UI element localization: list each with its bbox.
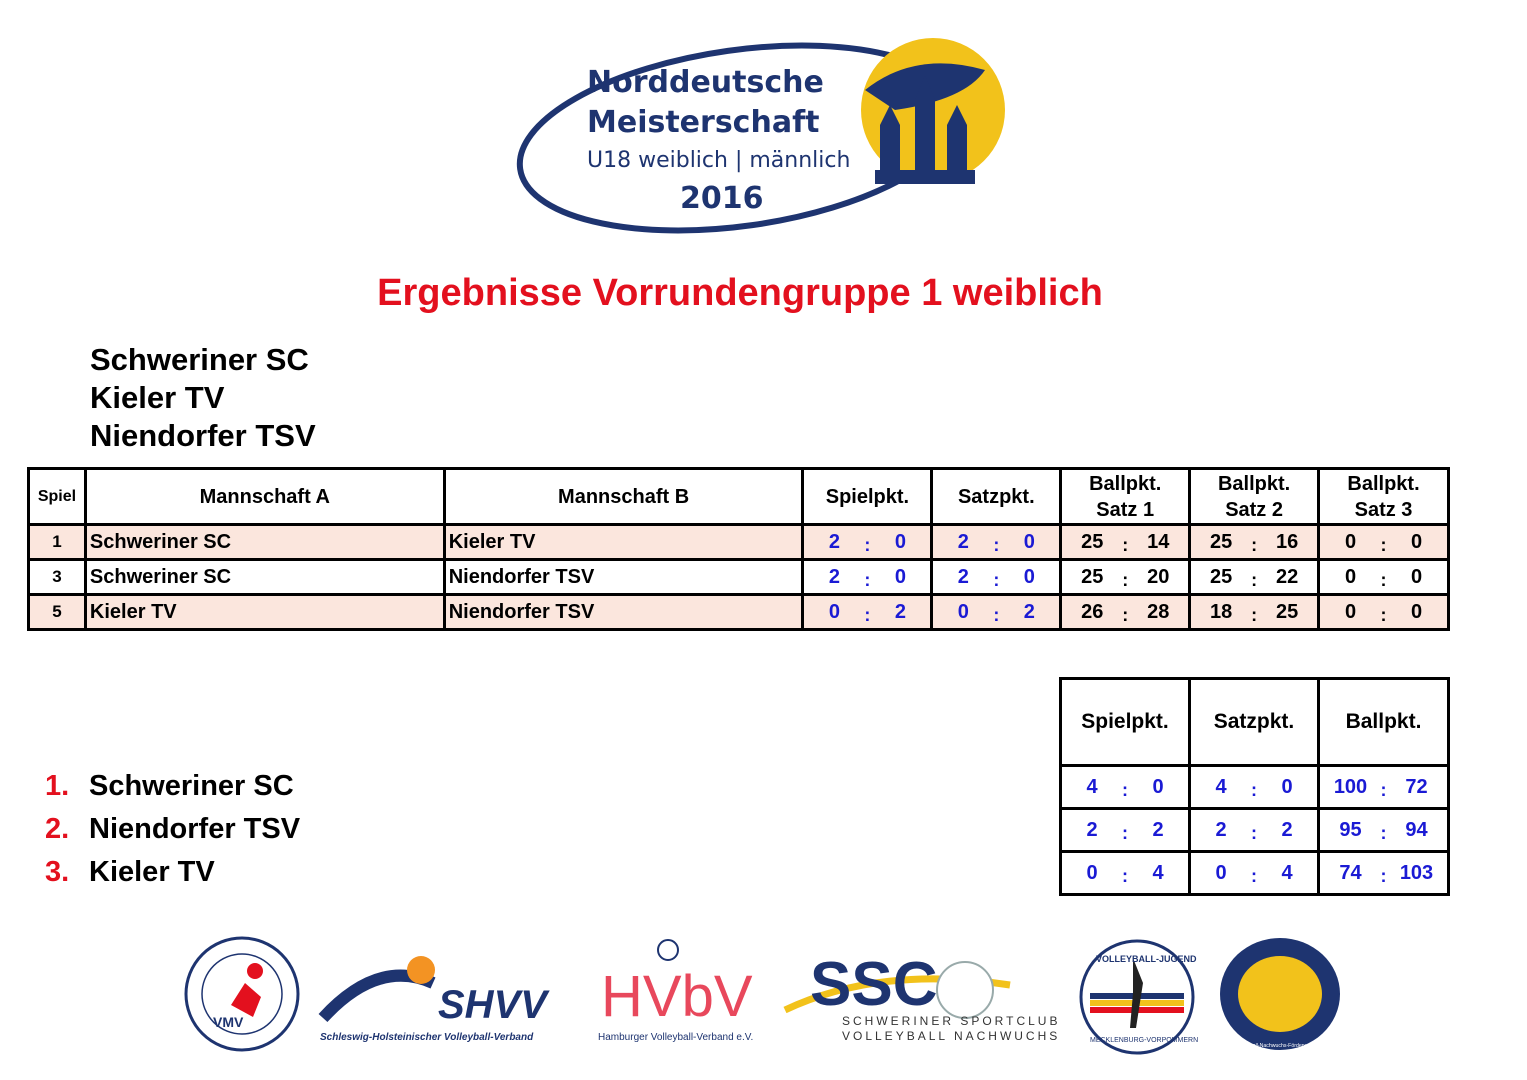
results-table xyxy=(27,467,1450,631)
ranking-item: 3. Kieler TV xyxy=(45,856,215,888)
header-ball-set-3: Ballpkt. Satz 3 xyxy=(1319,469,1449,525)
set-points: 2 : 0 xyxy=(932,525,1061,560)
svg-text:VMV: VMV xyxy=(213,1014,244,1030)
svg-text:HVbV: HVbV xyxy=(601,964,753,1029)
header-set-points: Satzpkt. xyxy=(932,469,1061,525)
ball-points-set-3: 0 : 0 xyxy=(1319,595,1449,630)
logo-line-2: Meisterschaft xyxy=(587,105,820,140)
team-a: Kieler TV xyxy=(85,595,444,630)
header-ball-set-2: Ballpkt. Satz 2 xyxy=(1190,469,1319,525)
game-number: 3 xyxy=(29,560,86,595)
ball-points: 95 : 94 xyxy=(1319,809,1449,852)
page-title: Ergebnisse Vorrundengruppe 1 weiblich xyxy=(377,272,1103,314)
team-list-item: Schweriner SC xyxy=(90,342,309,377)
team-b: Kieler TV xyxy=(444,525,803,560)
team-b: Niendorfer TSV xyxy=(444,560,803,595)
standings-header-row xyxy=(1061,679,1449,766)
game-number: 1 xyxy=(29,525,86,560)
svg-text:SSC: SSC xyxy=(810,950,938,1019)
standings-table xyxy=(1059,677,1450,896)
team-a: Schweriner SC xyxy=(85,525,444,560)
ranking-item: 2. Niendorfer TSV xyxy=(45,813,301,845)
header-game: Spiel xyxy=(29,469,86,525)
team-b: Niendorfer TSV xyxy=(444,595,803,630)
table-row xyxy=(29,595,1449,630)
ranking-item: 1. Schweriner SC xyxy=(45,770,294,802)
set-points: 2 : 2 xyxy=(1190,809,1319,852)
table-row xyxy=(1061,852,1449,895)
vmv-logo xyxy=(183,935,301,1053)
table-row xyxy=(1061,809,1449,852)
ball-points-set-1: 25 : 14 xyxy=(1061,525,1190,560)
svg-text:SHVV: SHVV xyxy=(438,983,547,1027)
game-points: 2 : 0 xyxy=(803,560,932,595)
ball-points-set-3: 0 : 0 xyxy=(1319,560,1449,595)
svg-text:VOLLEYBALL-JUGEND: VOLLEYBALL-JUGEND xyxy=(1096,954,1197,964)
svg-text:MECKLENBURG-VORPOMMERN: MECKLENBURG-VORPOMMERN xyxy=(1090,1037,1199,1044)
team-list-item: Niendorfer TSV xyxy=(90,418,316,453)
svg-text:SCHWERINER SPORTCLUB: SCHWERINER SPORTCLUB xyxy=(842,1014,1061,1028)
header-ball-points: Ballpkt. xyxy=(1319,679,1449,766)
ssc-logo xyxy=(780,945,1061,1045)
ball-points-set-3: 0 : 0 xyxy=(1319,525,1449,560)
ball-points: 100 : 72 xyxy=(1319,766,1449,809)
set-points: 4 : 0 xyxy=(1190,766,1319,809)
set-points: 2 : 0 xyxy=(932,560,1061,595)
ball-points-set-1: 26 : 28 xyxy=(1061,595,1190,630)
header-team-b: Mannschaft B xyxy=(444,469,803,525)
ball-points-set-2: 25 : 22 xyxy=(1190,560,1319,595)
table-row xyxy=(29,525,1449,560)
svg-text:VOLLEYBALL NACHWUCHS: VOLLEYBALL NACHWUCHS xyxy=(842,1029,1061,1043)
table-row xyxy=(1061,766,1449,809)
foerderverein-logo xyxy=(1218,935,1374,1053)
header-game-points: Spielpkt. xyxy=(1061,679,1190,766)
game-number: 5 xyxy=(29,595,86,630)
svg-text:Schleswig-Holsteinischer Volle: Schleswig-Holsteinischer Volleyball-Verband xyxy=(320,1032,534,1043)
ball-points: 74 : 103 xyxy=(1319,852,1449,895)
shvv-logo xyxy=(318,948,578,1048)
game-points: 2 : 0 xyxy=(803,525,932,560)
game-points: 4 : 0 xyxy=(1061,766,1190,809)
table-row xyxy=(29,560,1449,595)
logo-year: 2016 xyxy=(680,181,764,216)
svg-text:Volleyball-Nachwuchs-Förderver: Volleyball-Nachwuchs-Förderverein des Schweriner SC e.V. xyxy=(1236,1043,1374,1049)
ball-points-set-2: 25 : 16 xyxy=(1190,525,1319,560)
game-points: 0 : 4 xyxy=(1061,852,1190,895)
logo-line-3: U18 weiblich | männlich xyxy=(587,148,851,173)
svg-text:Hamburger Volleyball-Verband e: Hamburger Volleyball-Verband e.V. xyxy=(598,1032,754,1043)
game-points: 2 : 2 xyxy=(1061,809,1190,852)
header-game-points: Spielpkt. xyxy=(803,469,932,525)
norddeutsche-meisterschaft-logo xyxy=(515,30,1015,235)
header-team-a: Mannschaft A xyxy=(85,469,444,525)
team-a: Schweriner SC xyxy=(85,560,444,595)
header-ball-set-1: Ballpkt. Satz 1 xyxy=(1061,469,1190,525)
team-list-item: Kieler TV xyxy=(90,380,225,415)
set-points: 0 : 4 xyxy=(1190,852,1319,895)
ball-points-set-1: 25 : 20 xyxy=(1061,560,1190,595)
ball-points-set-2: 18 : 25 xyxy=(1190,595,1319,630)
logo-line-1: Norddeutsche xyxy=(587,65,824,100)
hvbv-logo xyxy=(596,938,761,1048)
set-points: 0 : 2 xyxy=(932,595,1061,630)
volleyball-jugend-logo xyxy=(1078,938,1199,1056)
header-set-points: Satzpkt. xyxy=(1190,679,1319,766)
results-header-row xyxy=(29,469,1449,525)
game-points: 0 : 2 xyxy=(803,595,932,630)
